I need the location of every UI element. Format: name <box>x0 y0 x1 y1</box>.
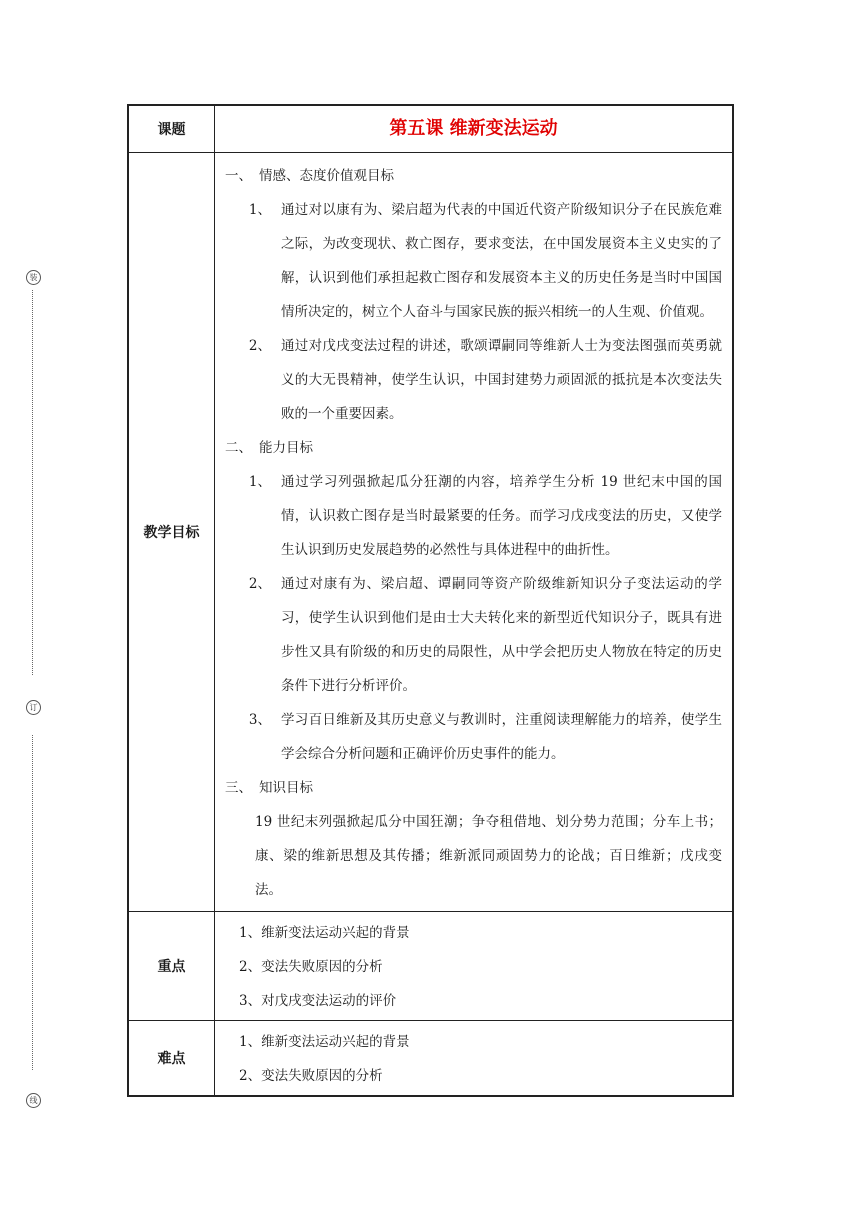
item-number: 3、 <box>248 712 271 728</box>
key-point-item: 2、变法失败原因的分析 <box>239 959 383 975</box>
objectives-cell <box>215 153 734 912</box>
difficulties-cell <box>215 1021 734 1097</box>
item-number: 2、 <box>248 338 271 354</box>
section-heading <box>225 771 722 805</box>
section-title: 情感、态度价值观目标 <box>259 168 394 184</box>
item-text: 通过学习列强掀起瓜分狂潮的内容，培养学生分析 19 世纪末中国的国情，认识救亡图存是当时最紧要的任务。而学习戊戌变法的历史，又使学生认识到历史发展趋势的必然性与具体进程中的曲折性。 <box>281 474 722 558</box>
item-number: 1、 <box>248 202 271 218</box>
knowledge-paragraph: 19 世纪末列强掀起瓜分中国狂潮；争夺租借地、划分势力范围；分车上书；康、梁的维新思想及其传播；维新派同顽固势力的论战；百日维新；戊戌变法。 <box>255 814 722 898</box>
key-point-item: 1、维新变法运动兴起的背景 <box>239 925 410 941</box>
lesson-title-cell <box>215 105 734 153</box>
section-heading <box>225 159 722 193</box>
objectives-label: 教学目标 <box>128 153 215 912</box>
lesson-plan-table <box>127 104 734 1097</box>
binding-mark-bottom: 线 <box>26 1093 41 1108</box>
list-item <box>225 193 722 329</box>
key-points-cell <box>215 912 734 1021</box>
item-text: 通过对以康有为、梁启超为代表的中国近代资产阶级知识分子在民族危难之际，为改变现状、救亡图存，要求变法，在中国发展资本主义史实的了解，认识到他们承担起救亡图存和发展资本主义的历史任务是当时中国国情所决定的，树立个人奋斗与国家民族的振兴相统一的人生观、价值观。 <box>281 202 722 320</box>
list-item <box>225 567 722 703</box>
section-title: 知识目标 <box>259 780 313 796</box>
section-number: 三、 <box>225 780 252 796</box>
difficulties-label: 难点 <box>128 1021 215 1097</box>
lesson-title: 第五课 维新变法运动 <box>389 118 558 139</box>
item-text: 学习百日维新及其历史意义与教训时，注重阅读理解能力的培养，使学生学会综合分析问题和正确评价历史事件的能力。 <box>281 712 722 762</box>
binding-mark-top: 装 <box>26 270 41 285</box>
item-text: 通过对戊戌变法过程的讲述，歌颂谭嗣同等维新人士为变法图强而英勇就义的大无畏精神，使学生认识，中国封建势力顽固派的抵抗是本次变法失败的一个重要因素。 <box>281 338 722 422</box>
objectives-row <box>128 153 733 912</box>
key-point-item: 3、对戊戌变法运动的评价 <box>239 993 397 1009</box>
item-number: 1、 <box>248 474 271 490</box>
list-item <box>225 329 722 431</box>
section-title: 能力目标 <box>259 440 313 456</box>
section-heading <box>225 431 722 465</box>
difficulty-item: 2、变法失败原因的分析 <box>239 1068 383 1084</box>
topic-row <box>128 105 733 153</box>
binding-line-upper <box>32 290 33 675</box>
item-number: 2、 <box>248 576 271 592</box>
topic-label: 课题 <box>128 105 215 153</box>
key-points-label: 重点 <box>128 912 215 1021</box>
list-item <box>225 703 722 771</box>
key-points-row <box>128 912 733 1021</box>
difficulty-item: 1、维新变法运动兴起的背景 <box>239 1034 410 1050</box>
binding-line-lower <box>32 735 33 1070</box>
section-number: 二、 <box>225 440 252 456</box>
binding-mark-middle: 订 <box>26 700 41 715</box>
item-text: 通过对康有为、梁启超、谭嗣同等资产阶级维新知识分子变法运动的学习，使学生认识到他们是由士大夫转化来的新型近代知识分子，既具有进步性又具有阶级的和历史的局限性，从中学会把历史人物放在特定的历史条件下进行分析评价。 <box>281 576 722 694</box>
section-number: 一、 <box>225 168 252 184</box>
difficulties-row <box>128 1021 733 1097</box>
list-item <box>225 465 722 567</box>
